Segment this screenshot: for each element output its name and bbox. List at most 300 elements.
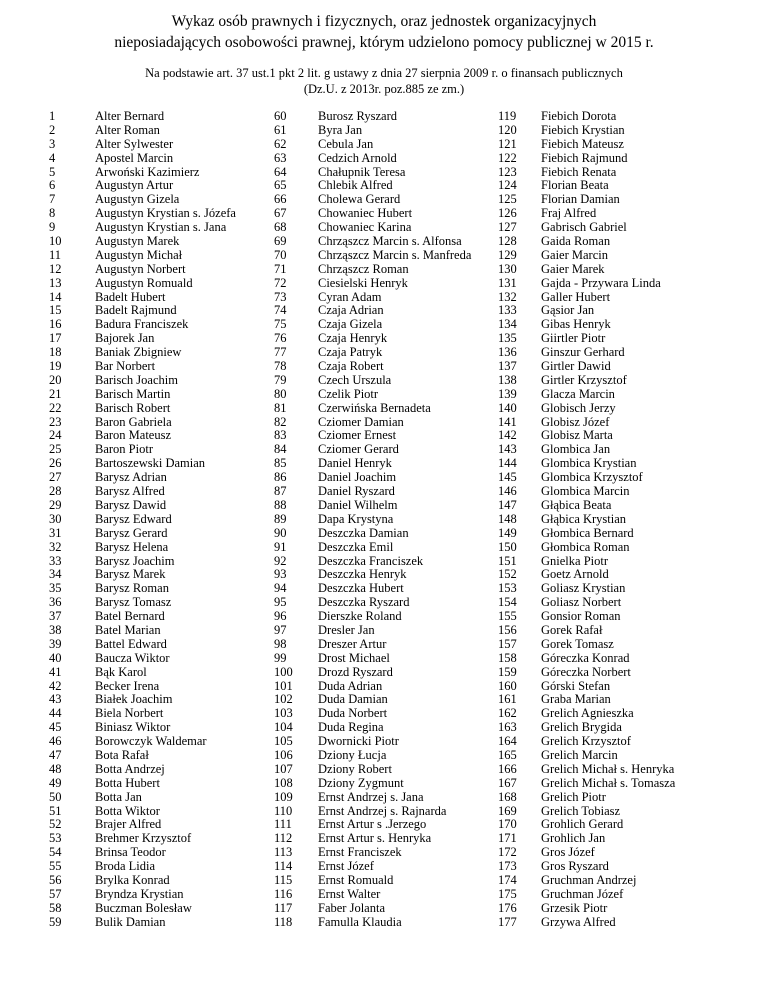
item-number: 43 bbox=[49, 692, 62, 707]
item-number: 47 bbox=[49, 747, 62, 762]
list-item bbox=[498, 277, 675, 291]
item-number: 12 bbox=[49, 261, 62, 276]
list-item bbox=[498, 582, 675, 596]
item-name: Chałupnik Teresa bbox=[318, 164, 406, 179]
item-name: Grelich Michał s. Tomasza bbox=[541, 775, 676, 790]
item-name: Ernst Andrzej s. Jana bbox=[318, 789, 424, 804]
list-item bbox=[274, 902, 471, 916]
item-number: 28 bbox=[49, 484, 62, 499]
list-item bbox=[498, 429, 675, 443]
item-number: 48 bbox=[49, 761, 62, 776]
item-number: 112 bbox=[274, 831, 293, 846]
list-item bbox=[49, 416, 236, 430]
list-item bbox=[498, 874, 675, 888]
item-number: 136 bbox=[498, 345, 517, 360]
item-number: 149 bbox=[498, 525, 517, 540]
list-item bbox=[274, 818, 471, 832]
item-number: 11 bbox=[49, 247, 62, 262]
item-number: 114 bbox=[274, 859, 293, 874]
item-number: 109 bbox=[274, 789, 293, 804]
list-item bbox=[498, 916, 675, 930]
item-name: Duda Norbert bbox=[318, 706, 388, 721]
item-name: Grohlich Gerard bbox=[541, 817, 624, 832]
list-item bbox=[498, 402, 675, 416]
list-item bbox=[498, 416, 675, 430]
item-number: 79 bbox=[274, 372, 287, 387]
item-number: 102 bbox=[274, 692, 293, 707]
list-item bbox=[274, 471, 471, 485]
list-item bbox=[274, 152, 471, 166]
item-number: 7 bbox=[49, 192, 56, 207]
item-name: Chrząszcz Marcin s. Alfonsa bbox=[318, 234, 462, 249]
item-number: 138 bbox=[498, 372, 517, 387]
item-number: 3 bbox=[49, 136, 56, 151]
list-item bbox=[274, 429, 471, 443]
item-number: 104 bbox=[274, 720, 293, 735]
item-name: Botta Hubert bbox=[95, 775, 160, 790]
item-number: 113 bbox=[274, 845, 293, 860]
list-item bbox=[498, 527, 675, 541]
item-name: Cziomer Damian bbox=[318, 414, 404, 429]
list-item bbox=[49, 902, 236, 916]
list-item bbox=[498, 457, 675, 471]
list-item bbox=[49, 332, 236, 346]
item-number: 1 bbox=[49, 109, 56, 123]
item-number: 115 bbox=[274, 872, 293, 887]
list-item bbox=[49, 346, 236, 360]
list-item bbox=[498, 388, 675, 402]
list-item bbox=[49, 193, 236, 207]
item-name: Giirtler Piotr bbox=[541, 331, 606, 346]
list-item bbox=[49, 221, 236, 235]
list-item bbox=[498, 471, 675, 485]
item-number: 101 bbox=[274, 678, 293, 693]
item-number: 127 bbox=[498, 220, 517, 235]
item-name: Augustyn Gizela bbox=[95, 192, 180, 207]
item-name: Dwornicki Piotr bbox=[318, 734, 399, 749]
item-number: 133 bbox=[498, 303, 517, 318]
item-number: 82 bbox=[274, 414, 287, 429]
title-line-2: nieposiadających osobowości prawnej, którym udzielono pomocy publicznej w 2015 r. bbox=[114, 34, 654, 51]
list-item bbox=[49, 207, 236, 221]
item-name: Grelich Marcin bbox=[541, 747, 618, 762]
item-number: 106 bbox=[274, 747, 293, 762]
list-item bbox=[49, 555, 236, 569]
list-item bbox=[49, 304, 236, 318]
list-item bbox=[49, 596, 236, 610]
item-number: 19 bbox=[49, 359, 62, 374]
item-name: Glombica Jan bbox=[541, 442, 611, 457]
item-number: 46 bbox=[49, 734, 62, 749]
item-name: Buczman Bolesław bbox=[95, 900, 192, 915]
list-item bbox=[498, 666, 675, 680]
item-number: 134 bbox=[498, 317, 517, 332]
list-item bbox=[274, 416, 471, 430]
item-name: Ernst Artur s. Henryka bbox=[318, 831, 432, 846]
item-name: Gorek Rafał bbox=[541, 622, 603, 637]
item-name: Czaja Adrian bbox=[318, 303, 384, 318]
list-item bbox=[274, 624, 471, 638]
list-item bbox=[274, 443, 471, 457]
item-name: Barysz Helena bbox=[95, 539, 169, 554]
item-number: 36 bbox=[49, 595, 62, 610]
item-name: Daniel Ryszard bbox=[318, 484, 395, 499]
item-name: Batel Bernard bbox=[95, 609, 165, 624]
item-number: 94 bbox=[274, 581, 287, 596]
item-name: Bąk Karol bbox=[95, 664, 147, 679]
list-item bbox=[274, 110, 471, 124]
item-name: Fiebich Mateusz bbox=[541, 136, 624, 151]
item-number: 108 bbox=[274, 775, 293, 790]
item-name: Dresler Jan bbox=[318, 622, 375, 637]
list-item bbox=[49, 860, 236, 874]
item-name: Apostel Marcin bbox=[95, 150, 174, 165]
list-item bbox=[274, 304, 471, 318]
list-item bbox=[49, 680, 236, 694]
item-number: 22 bbox=[49, 400, 62, 415]
item-number: 132 bbox=[498, 289, 517, 304]
item-number: 141 bbox=[498, 414, 517, 429]
item-number: 166 bbox=[498, 761, 517, 776]
item-name: Bar Norbert bbox=[95, 359, 156, 374]
item-name: Baniak Zbigniew bbox=[95, 345, 182, 360]
item-name: Graba Marian bbox=[541, 692, 611, 707]
item-name: Barisch Martin bbox=[95, 386, 171, 401]
item-name: Byra Jan bbox=[318, 122, 363, 137]
list-item bbox=[274, 680, 471, 694]
item-number: 16 bbox=[49, 317, 62, 332]
item-name: Deszczka Emil bbox=[318, 539, 394, 554]
item-number: 60 bbox=[274, 109, 287, 123]
item-name: Czerwińska Bernadeta bbox=[318, 400, 431, 415]
item-name: Glombica Krystian bbox=[541, 456, 637, 471]
list-item bbox=[498, 791, 675, 805]
list-item bbox=[274, 791, 471, 805]
item-number: 151 bbox=[498, 553, 517, 568]
list-item bbox=[274, 221, 471, 235]
item-number: 144 bbox=[498, 456, 517, 471]
list-item bbox=[498, 193, 675, 207]
list-item bbox=[49, 235, 236, 249]
item-name: Badelt Rajmund bbox=[95, 303, 177, 318]
item-number: 4 bbox=[49, 150, 56, 165]
list-item bbox=[274, 916, 471, 930]
item-name: Bota Rafał bbox=[95, 747, 149, 762]
list-item bbox=[49, 138, 236, 152]
item-name: Głąbica Beata bbox=[541, 497, 612, 512]
item-number: 71 bbox=[274, 261, 287, 276]
list-item bbox=[498, 763, 675, 777]
item-number: 55 bbox=[49, 859, 62, 874]
item-number: 92 bbox=[274, 553, 287, 568]
item-number: 45 bbox=[49, 720, 62, 735]
item-number: 70 bbox=[274, 247, 287, 262]
item-number: 88 bbox=[274, 497, 287, 512]
item-number: 155 bbox=[498, 609, 517, 624]
item-number: 14 bbox=[49, 289, 62, 304]
item-number: 97 bbox=[274, 622, 287, 637]
item-name: Badura Franciszek bbox=[95, 317, 189, 332]
item-number: 8 bbox=[49, 206, 56, 221]
item-name: Chrząszcz Roman bbox=[318, 261, 409, 276]
list-item bbox=[49, 402, 236, 416]
item-number: 164 bbox=[498, 734, 517, 749]
item-number: 24 bbox=[49, 428, 62, 443]
item-number: 42 bbox=[49, 678, 62, 693]
item-name: Góreczka Norbert bbox=[541, 664, 631, 679]
item-name: Baron Mateusz bbox=[95, 428, 172, 443]
list-item bbox=[498, 749, 675, 763]
item-number: 129 bbox=[498, 247, 517, 262]
item-number: 52 bbox=[49, 817, 62, 832]
item-name: Augustyn Norbert bbox=[95, 261, 186, 276]
item-number: 9 bbox=[49, 220, 56, 235]
item-name: Galler Hubert bbox=[541, 289, 611, 304]
item-name: Fiebich Rajmund bbox=[541, 150, 628, 165]
item-number: 20 bbox=[49, 372, 62, 387]
item-name: Augustyn Romuald bbox=[95, 275, 193, 290]
item-number: 110 bbox=[274, 803, 293, 818]
list-item bbox=[274, 721, 471, 735]
item-name: Augustyn Krystian s. Józefa bbox=[95, 206, 236, 221]
list-item bbox=[49, 707, 236, 721]
item-number: 116 bbox=[274, 886, 293, 901]
list-item bbox=[498, 721, 675, 735]
item-name: Barysz Roman bbox=[95, 581, 169, 596]
item-name: Gros Ryszard bbox=[541, 859, 609, 874]
list-item bbox=[49, 624, 236, 638]
list-item bbox=[49, 749, 236, 763]
item-number: 27 bbox=[49, 470, 62, 485]
item-name: Bulik Damian bbox=[95, 914, 166, 929]
item-number: 91 bbox=[274, 539, 287, 554]
list-item bbox=[274, 832, 471, 846]
item-number: 77 bbox=[274, 345, 287, 360]
list-item bbox=[49, 610, 236, 624]
item-name: Baron Gabriela bbox=[95, 414, 172, 429]
list-item bbox=[498, 638, 675, 652]
item-name: Gruchman Andrzej bbox=[541, 872, 637, 887]
item-number: 5 bbox=[49, 164, 56, 179]
item-name: Grzywa Alfred bbox=[541, 914, 616, 929]
item-number: 107 bbox=[274, 761, 293, 776]
item-number: 86 bbox=[274, 470, 287, 485]
list-item bbox=[49, 818, 236, 832]
list-item bbox=[49, 541, 236, 555]
item-name: Barysz Gerard bbox=[95, 525, 168, 540]
list-item bbox=[49, 166, 236, 180]
item-name: Grohlich Jan bbox=[541, 831, 606, 846]
item-number: 62 bbox=[274, 136, 287, 151]
list-item bbox=[274, 346, 471, 360]
item-name: Białek Joachim bbox=[95, 692, 173, 707]
item-name: Gnielka Piotr bbox=[541, 553, 609, 568]
item-number: 125 bbox=[498, 192, 517, 207]
item-number: 15 bbox=[49, 303, 62, 318]
item-name: Dziony Łucja bbox=[318, 747, 387, 762]
list-item bbox=[498, 735, 675, 749]
item-number: 163 bbox=[498, 720, 517, 735]
list-item bbox=[274, 485, 471, 499]
list-item bbox=[274, 513, 471, 527]
item-number: 39 bbox=[49, 636, 62, 651]
item-name: Bryndza Krystian bbox=[95, 886, 184, 901]
item-number: 32 bbox=[49, 539, 62, 554]
item-name: Gros Józef bbox=[541, 845, 595, 860]
item-number: 96 bbox=[274, 609, 287, 624]
item-number: 61 bbox=[274, 122, 287, 137]
item-name: Gabrisch Gabriel bbox=[541, 220, 627, 235]
item-name: Gąsior Jan bbox=[541, 303, 595, 318]
item-name: Globisch Jerzy bbox=[541, 400, 616, 415]
item-number: 173 bbox=[498, 859, 517, 874]
list-item bbox=[498, 291, 675, 305]
list-item bbox=[49, 513, 236, 527]
item-name: Alter Sylwester bbox=[95, 136, 174, 151]
item-name: Florian Damian bbox=[541, 192, 620, 207]
item-number: 135 bbox=[498, 331, 517, 346]
item-name: Deszczka Henryk bbox=[318, 567, 407, 582]
item-number: 100 bbox=[274, 664, 293, 679]
list-item bbox=[49, 124, 236, 138]
list-item bbox=[498, 124, 675, 138]
item-number: 121 bbox=[498, 136, 517, 151]
item-number: 6 bbox=[49, 178, 56, 193]
item-name: Broda Lidia bbox=[95, 859, 156, 874]
list-item bbox=[49, 429, 236, 443]
item-name: Góreczka Konrad bbox=[541, 650, 630, 665]
item-name: Fiebich Renata bbox=[541, 164, 617, 179]
list-item bbox=[274, 582, 471, 596]
list-item bbox=[49, 152, 236, 166]
item-number: 117 bbox=[274, 900, 293, 915]
item-name: Cedzich Arnold bbox=[318, 150, 397, 165]
item-number: 84 bbox=[274, 442, 287, 457]
list-item bbox=[274, 527, 471, 541]
list-item bbox=[498, 818, 675, 832]
item-number: 68 bbox=[274, 220, 287, 235]
item-name: Girtler Dawid bbox=[541, 359, 611, 374]
item-number: 139 bbox=[498, 386, 517, 401]
item-number: 150 bbox=[498, 539, 517, 554]
list-item bbox=[498, 138, 675, 152]
item-number: 18 bbox=[49, 345, 62, 360]
item-number: 57 bbox=[49, 886, 62, 901]
list-item bbox=[274, 166, 471, 180]
item-name: Cziomer Ernest bbox=[318, 428, 397, 443]
legal-basis bbox=[0, 65, 768, 97]
item-number: 26 bbox=[49, 456, 62, 471]
item-name: Botta Andrzej bbox=[95, 761, 165, 776]
item-name: Cebula Jan bbox=[318, 136, 374, 151]
list-item bbox=[274, 888, 471, 902]
item-name: Czaja Gizela bbox=[318, 317, 383, 332]
item-name: Ernst Artur s .Jerzego bbox=[318, 817, 427, 832]
item-number: 111 bbox=[274, 817, 292, 832]
list-item bbox=[49, 874, 236, 888]
list-item bbox=[274, 249, 471, 263]
list-item bbox=[274, 805, 471, 819]
list-item bbox=[274, 193, 471, 207]
list-item bbox=[498, 152, 675, 166]
item-number: 78 bbox=[274, 359, 287, 374]
item-number: 54 bbox=[49, 845, 62, 860]
item-name: Dierszke Roland bbox=[318, 609, 402, 624]
item-number: 128 bbox=[498, 234, 517, 249]
list-item bbox=[49, 527, 236, 541]
item-name: Globisz Marta bbox=[541, 428, 613, 443]
item-name: Badelt Hubert bbox=[95, 289, 166, 304]
item-name: Alter Roman bbox=[95, 122, 160, 137]
item-name: Augustyn Artur bbox=[95, 178, 174, 193]
item-number: 56 bbox=[49, 872, 62, 887]
list-item bbox=[49, 652, 236, 666]
item-name: Glombica Marcin bbox=[541, 484, 630, 499]
list-item bbox=[49, 485, 236, 499]
item-name: Botta Jan bbox=[95, 789, 142, 804]
item-number: 66 bbox=[274, 192, 287, 207]
item-name: Deszczka Ryszard bbox=[318, 595, 410, 610]
item-name: Augustyn Krystian s. Jana bbox=[95, 220, 227, 235]
item-number: 21 bbox=[49, 386, 62, 401]
list-item bbox=[49, 735, 236, 749]
item-number: 17 bbox=[49, 331, 62, 346]
list-item bbox=[274, 846, 471, 860]
item-name: Głombica Bernard bbox=[541, 525, 634, 540]
item-name: Botta Wiktor bbox=[95, 803, 160, 818]
list-item bbox=[274, 568, 471, 582]
list-item bbox=[274, 693, 471, 707]
item-number: 53 bbox=[49, 831, 62, 846]
list-item bbox=[498, 555, 675, 569]
item-number: 2 bbox=[49, 122, 56, 137]
item-name: Grelich Piotr bbox=[541, 789, 606, 804]
list-item bbox=[274, 374, 471, 388]
item-name: Drozd Ryszard bbox=[318, 664, 393, 679]
list-item bbox=[274, 555, 471, 569]
item-number: 10 bbox=[49, 234, 62, 249]
item-number: 83 bbox=[274, 428, 287, 443]
list-item bbox=[498, 693, 675, 707]
list-item bbox=[49, 457, 236, 471]
item-name: Goliasz Norbert bbox=[541, 595, 622, 610]
item-name: Cholewa Gerard bbox=[318, 192, 401, 207]
item-name: Baucza Wiktor bbox=[95, 650, 170, 665]
item-name: Barisch Robert bbox=[95, 400, 171, 415]
list-item bbox=[498, 805, 675, 819]
list-item bbox=[274, 541, 471, 555]
item-number: 30 bbox=[49, 511, 62, 526]
item-number: 85 bbox=[274, 456, 287, 471]
item-number: 152 bbox=[498, 567, 517, 582]
item-number: 153 bbox=[498, 581, 517, 596]
item-number: 119 bbox=[498, 109, 517, 123]
item-number: 137 bbox=[498, 359, 517, 374]
list-item bbox=[49, 318, 236, 332]
list-item bbox=[274, 610, 471, 624]
item-name: Barysz Marek bbox=[95, 567, 166, 582]
item-number: 44 bbox=[49, 706, 62, 721]
item-number: 140 bbox=[498, 400, 517, 415]
list-item bbox=[49, 443, 236, 457]
item-name: Czelik Piotr bbox=[318, 386, 379, 401]
item-number: 170 bbox=[498, 817, 517, 832]
item-number: 131 bbox=[498, 275, 517, 290]
item-name: Ernst Andrzej s. Rajnarda bbox=[318, 803, 447, 818]
list-item bbox=[49, 805, 236, 819]
item-number: 64 bbox=[274, 164, 287, 179]
item-name: Arwoński Kazimierz bbox=[95, 164, 200, 179]
